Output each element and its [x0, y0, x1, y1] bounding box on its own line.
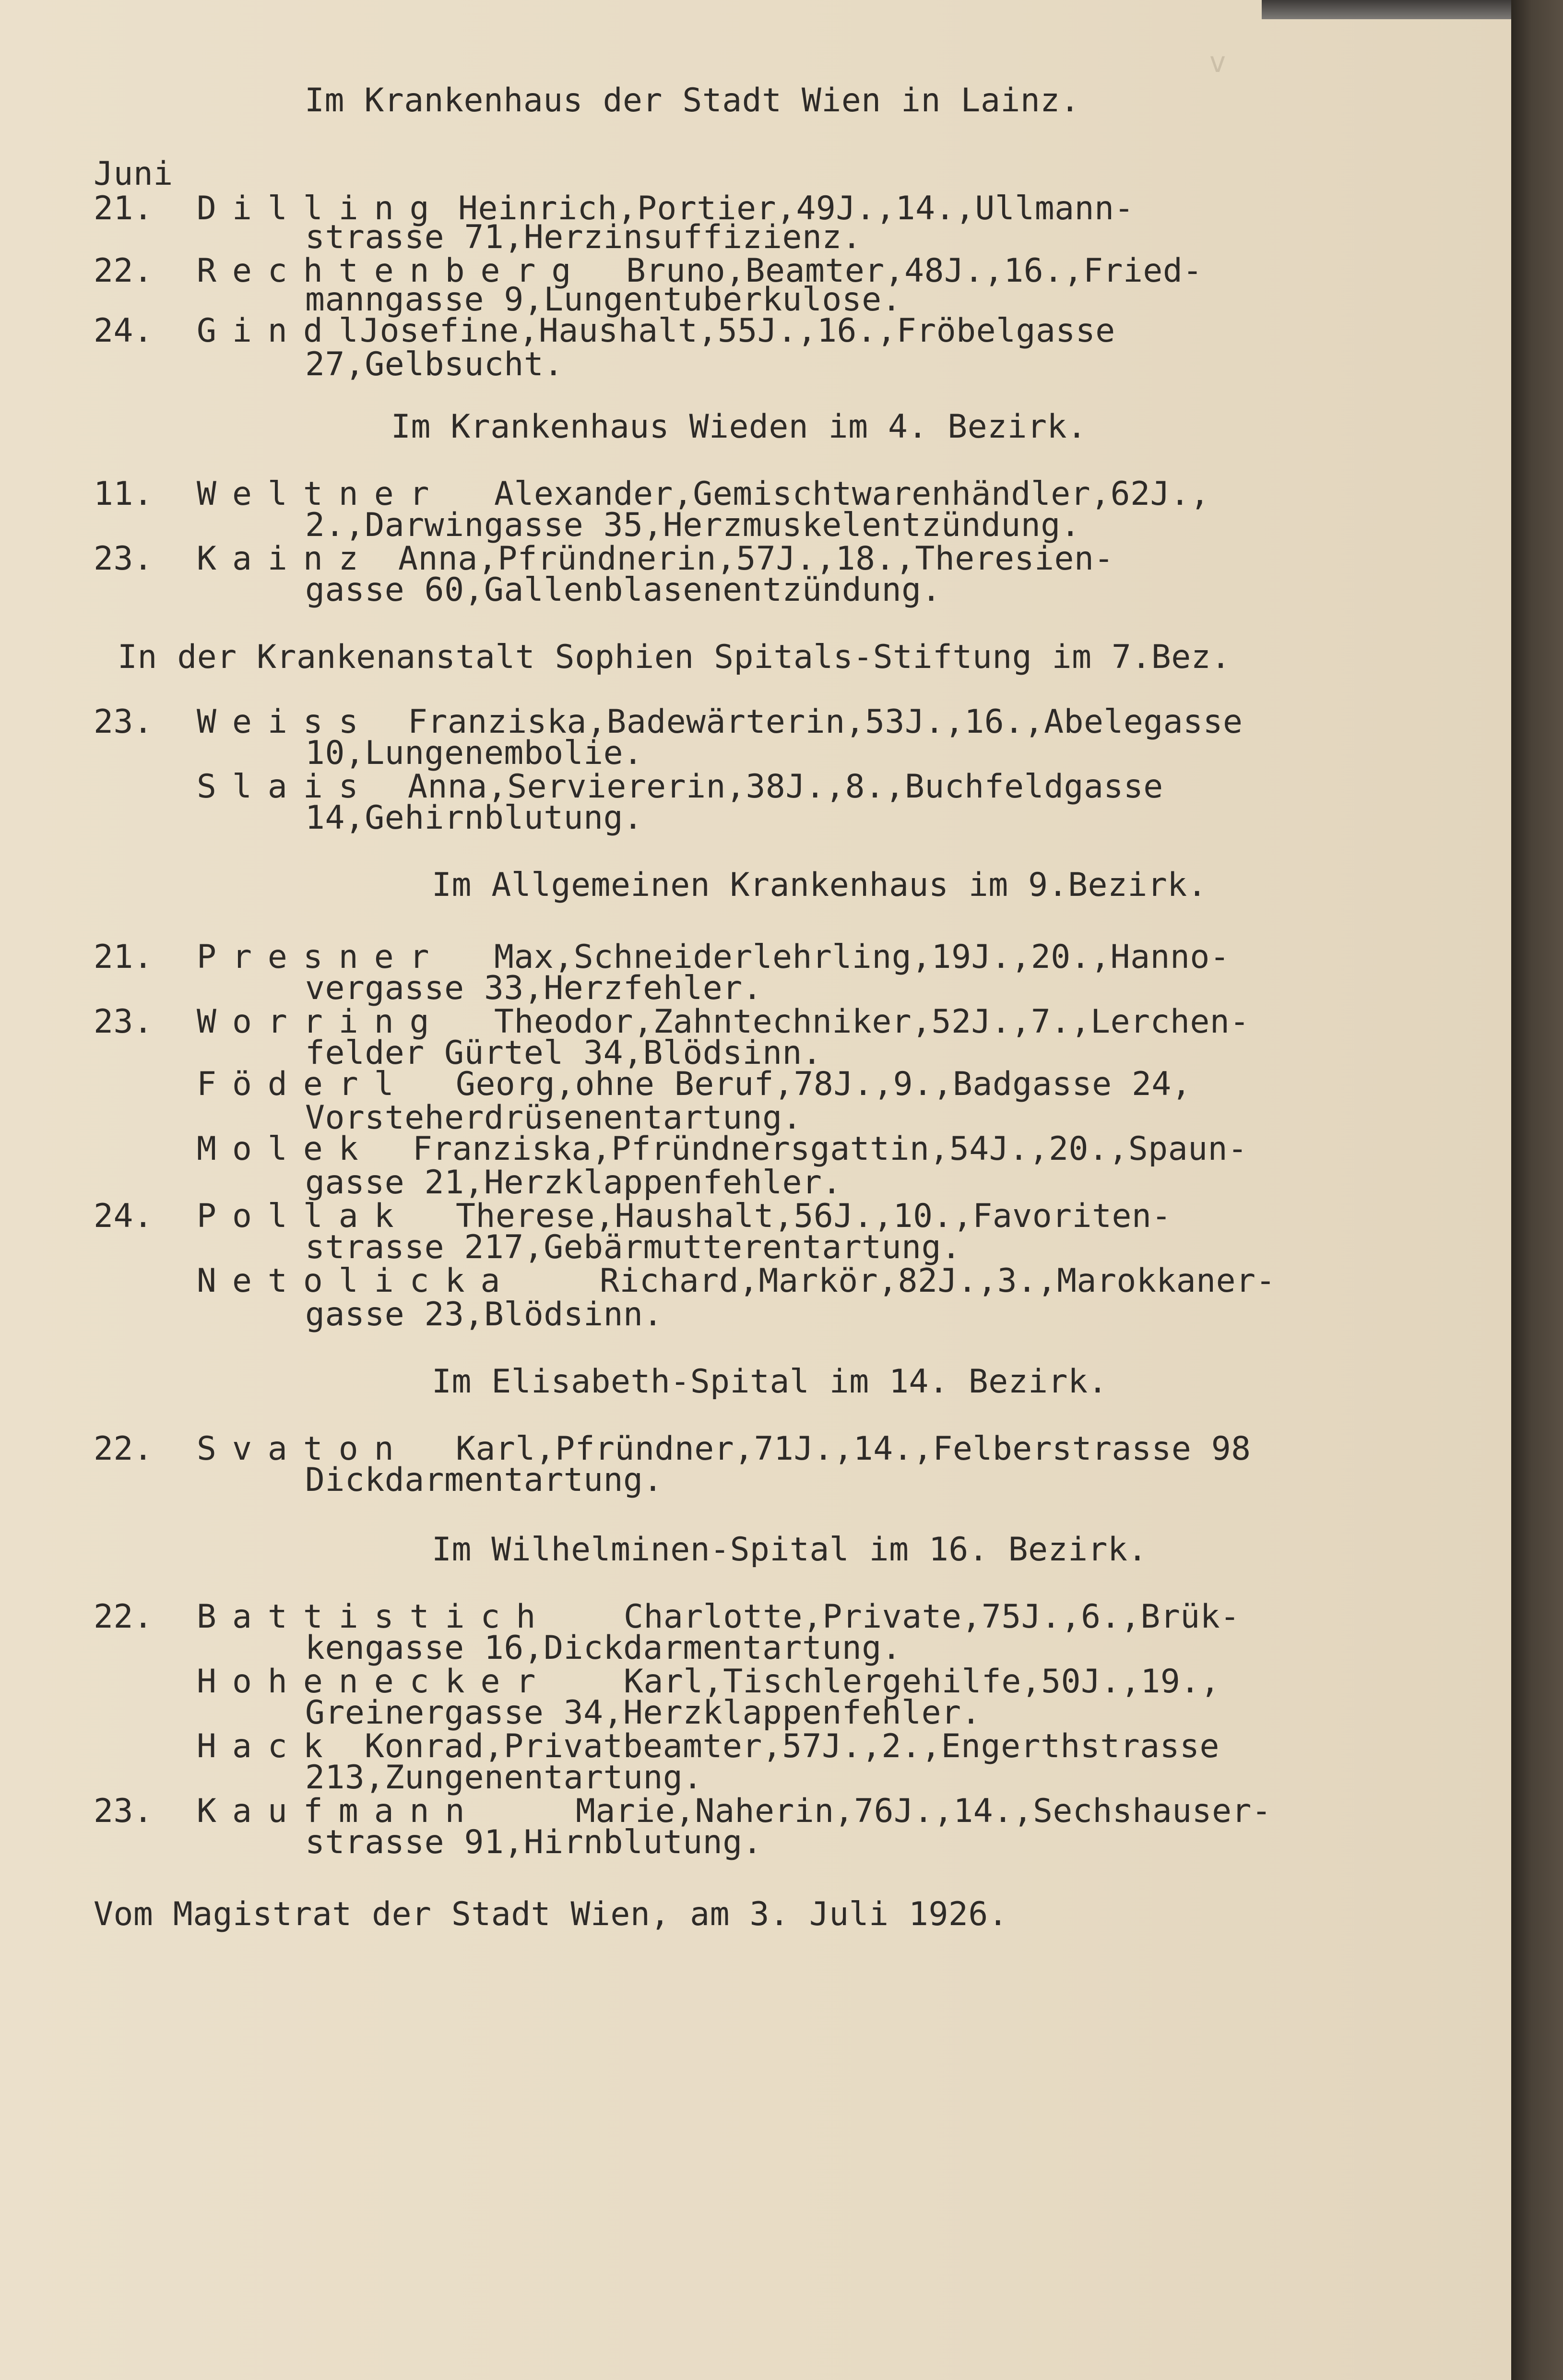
entry-surname: Svaton: [197, 1430, 410, 1468]
entry-line2: Greinergasse 34,Herzklappenfehler.: [305, 1694, 981, 1732]
entry-line1: Marie,Naherin,76J.,14.,Sechshauser-: [576, 1792, 1272, 1830]
entry-line1: Franziska,Badewärterin,53J.,16.,Abelegasse: [408, 703, 1243, 741]
entry-day: 23.: [94, 540, 154, 578]
section-heading-wieden: Im Krankenhaus Wieden im 4. Bezirk.: [391, 408, 1087, 446]
entry-line2: 213,Zungenentartung.: [305, 1759, 703, 1797]
entry-line2: kengasse 16,Dickdarmentartung.: [305, 1629, 902, 1667]
section-heading-sophien: In der Krankenanstalt Sophien Spitals-Stiftung im 7.Bez.: [118, 638, 1231, 676]
entry-day: 22.: [94, 1598, 154, 1636]
entry-line1: Max,Schneiderlehrling,19J.,20.,Hanno-: [494, 938, 1230, 976]
entry-line2: gasse 23,Blödsinn.: [305, 1296, 663, 1333]
entry-line1: Karl,Tischlergehilfe,50J.,19.,: [624, 1663, 1220, 1701]
entry-line1: Georg,ohne Beruf,78J.,9.,Badgasse 24,: [456, 1065, 1192, 1103]
entry-line2: 14,Gehirnblutung.: [305, 799, 643, 837]
entry-line2: Dickdarmentartung.: [305, 1461, 663, 1499]
entry-line1: Therese,Haushalt,56J.,10.,Favoriten-: [456, 1197, 1172, 1235]
entry-line2: Vorsteherdrüsenentartung.: [305, 1099, 802, 1137]
entry-day: 24.: [94, 312, 154, 350]
entry-line2: strasse 71,Herzinsuffizienz.: [305, 218, 862, 256]
entry-line2: gasse 60,Gallenblasenentzündung.: [305, 571, 942, 609]
entry-line1: Franziska,Pfründnersgattin,54J.,20.,Spaun-: [413, 1130, 1248, 1168]
entry-line1: Anna,Serviererin,38J.,8.,Buchfeldgasse: [408, 768, 1163, 806]
entry-surname: Netolicka: [197, 1262, 516, 1300]
entry-surname: Gindl: [197, 312, 374, 350]
page-corner-shadow: [1262, 0, 1511, 19]
binding-edge: [1511, 0, 1563, 2380]
section-heading-wilhelminen: Im Wilhelminen-Spital im 16. Bezirk.: [432, 1531, 1148, 1569]
section-heading-elisabeth: Im Elisabeth-Spital im 14. Bezirk.: [432, 1363, 1108, 1401]
entry-surname: Kaufmann: [197, 1792, 481, 1830]
entry-surname: Pollak: [197, 1197, 410, 1235]
footer-signature-line: Vom Magistrat der Stadt Wien, am 3. Juli 1926.: [94, 1895, 1008, 1933]
entry-line1: Heinrich,Portier,49J.,14.,Ullmann-: [458, 190, 1134, 227]
entry-line1: Theodor,Zahntechniker,52J.,7.,Lerchen-: [494, 1003, 1250, 1041]
entry-line2: gasse 21,Herzklappenfehler.: [305, 1164, 842, 1202]
entry-surname: Weltner: [197, 475, 445, 513]
entry-surname: Weiss: [197, 703, 374, 741]
entry-surname: Hohenecker: [197, 1663, 552, 1701]
entry-surname: Kainz: [197, 540, 374, 578]
entry-line2: 10,Lungenembolie.: [305, 734, 643, 772]
entry-surname: Dilling: [197, 190, 445, 227]
entry-surname: Föderl: [197, 1065, 410, 1103]
entry-day: 23.: [94, 1792, 154, 1830]
entry-line1: Richard,Markör,82J.,3.,Marokkaner-: [600, 1262, 1276, 1300]
entry-line2: strasse 217,Gebärmutterentartung.: [305, 1228, 961, 1266]
entry-line1: Josefine,Haushalt,55J.,16.,Fröbelgasse: [360, 312, 1115, 350]
entry-line2: strasse 91,Hirnblutung.: [305, 1823, 763, 1861]
entry-day: 23.: [94, 1003, 154, 1041]
faint-mark: v: [1209, 46, 1227, 79]
entry-line1: Charlotte,Private,75J.,6.,Brük-: [624, 1598, 1240, 1636]
entry-surname: Rechtenberg: [197, 252, 587, 290]
section-heading-allgemeines: Im Allgemeinen Krankenhaus im 9.Bezirk.: [432, 866, 1208, 904]
section-heading-lainz: Im Krankenhaus der Stadt Wien in Lainz.: [305, 82, 1080, 119]
entry-surname: Battistich: [197, 1598, 552, 1636]
entry-surname: Worring: [197, 1003, 445, 1041]
entry-surname: Presner: [197, 938, 445, 976]
entry-line1: Alexander,Gemischtwarenhändler,62J.,: [494, 475, 1210, 513]
entry-surname: Slais: [197, 768, 374, 806]
entry-line1: Konrad,Privatbeamter,57J.,2.,Engerthstrasse: [365, 1727, 1220, 1765]
entry-day: 21.: [94, 938, 154, 976]
entry-line2: 27,Gelbsucht.: [305, 345, 564, 383]
entry-day: 11.: [94, 475, 154, 513]
entry-line2: 2.,Darwingasse 35,Herzmuskelentzündung.: [305, 506, 1081, 544]
entry-surname: Hack: [197, 1727, 339, 1765]
entry-line1: Anna,Pfründnerin,57J.,18.,Theresien-: [398, 540, 1114, 578]
month-label: Juni: [94, 155, 173, 193]
entry-line2: manngasse 9,Lungentuberkulose.: [305, 281, 902, 319]
entry-line1: Karl,Pfründner,71J.,14.,Felberstrasse 98: [456, 1430, 1251, 1468]
entry-surname: Molek: [197, 1130, 374, 1168]
entry-day: 23.: [94, 703, 154, 741]
entry-day: 21.: [94, 190, 154, 227]
entry-day: 22.: [94, 252, 154, 290]
entry-day: 24.: [94, 1197, 154, 1235]
entry-day: 22.: [94, 1430, 154, 1468]
entry-line2: vergasse 33,Herzfehler.: [305, 969, 763, 1007]
entry-line2: felder Gürtel 34,Blödsinn.: [305, 1034, 822, 1072]
entry-line1: Bruno,Beamter,48J.,16.,Fried-: [626, 252, 1203, 290]
